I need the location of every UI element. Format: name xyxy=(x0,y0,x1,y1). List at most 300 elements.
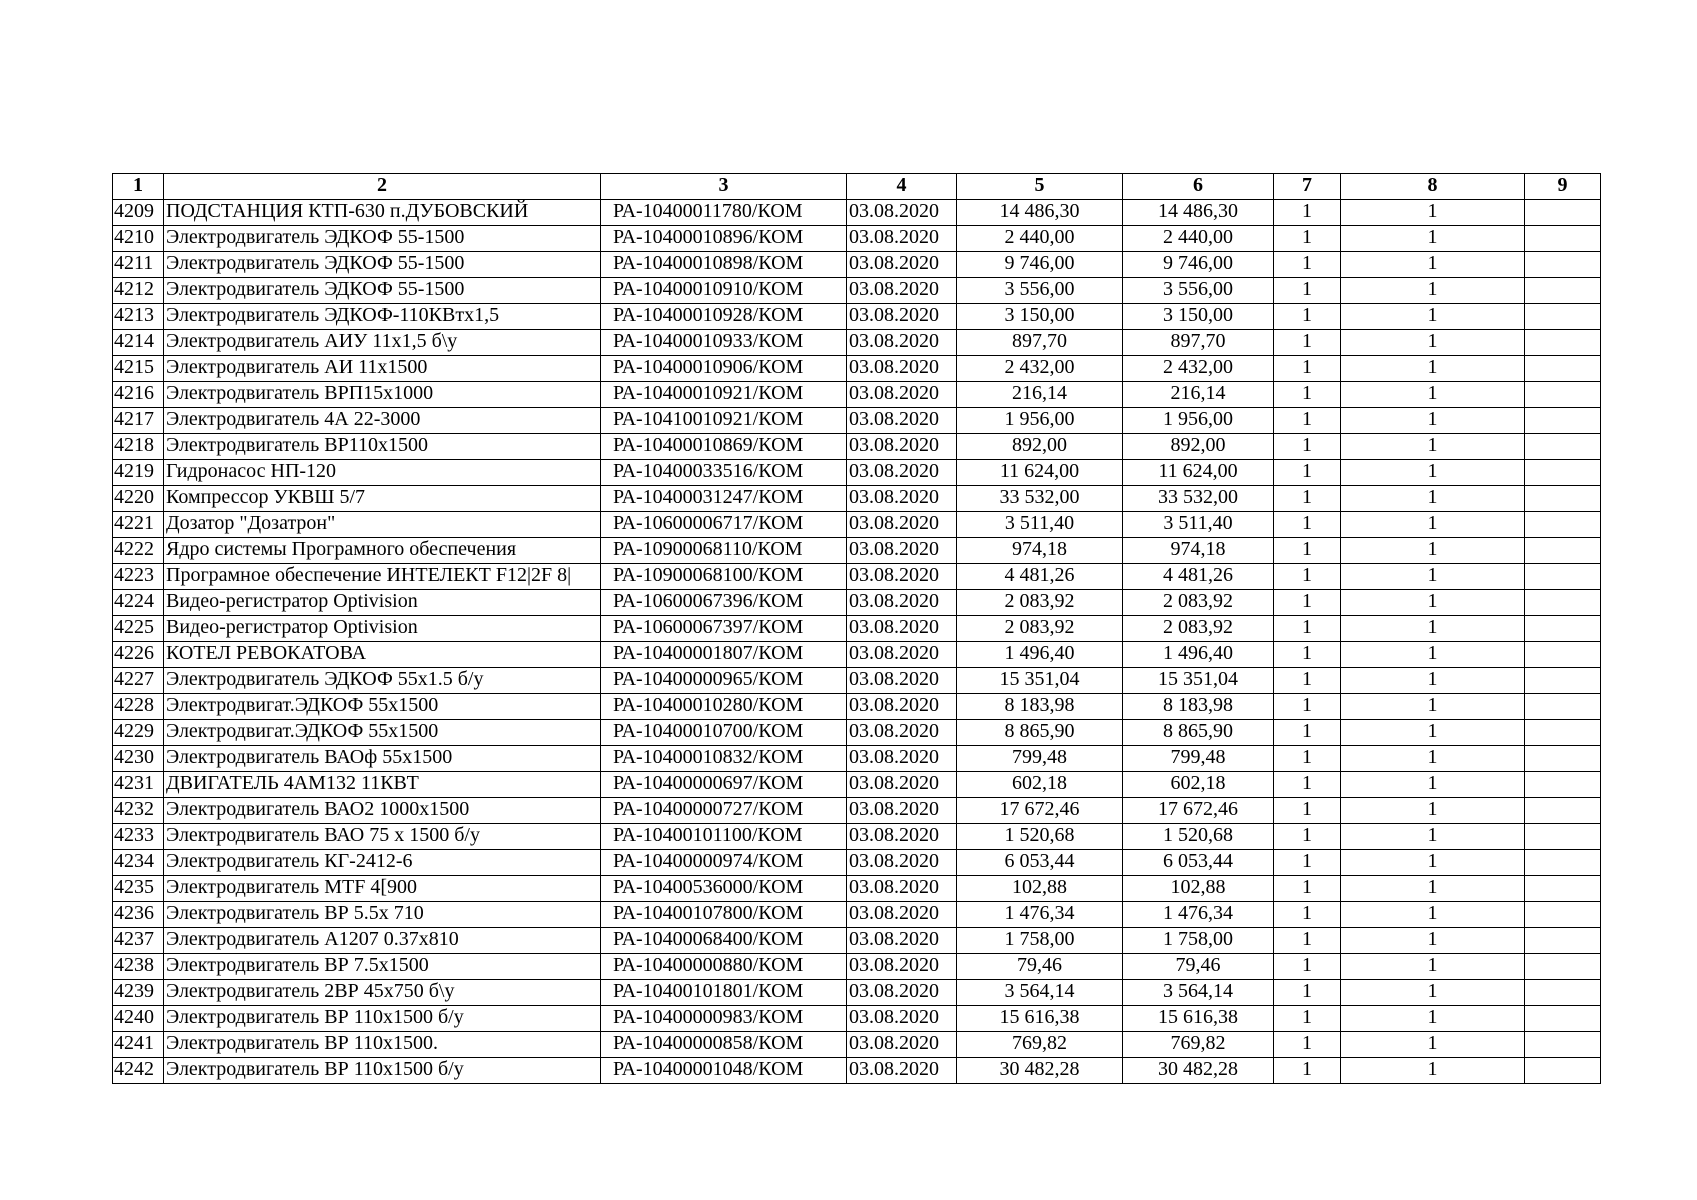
date-cell: 03.08.2020 xyxy=(847,200,957,226)
table-row xyxy=(113,200,1601,226)
inventory-code-cell: РА-10400000965/КОМ xyxy=(601,668,847,694)
table-row xyxy=(113,460,1601,486)
date-cell: 03.08.2020 xyxy=(847,954,957,980)
note-cell xyxy=(1525,772,1601,798)
header-row xyxy=(113,174,1601,200)
row-number-cell: 4236 xyxy=(113,902,164,928)
quantity-cell: 1 xyxy=(1274,408,1341,434)
quantity-cell: 1 xyxy=(1274,798,1341,824)
amount-cell: 2 440,00 xyxy=(957,226,1123,252)
note-cell xyxy=(1525,798,1601,824)
quantity-cell: 1 xyxy=(1274,668,1341,694)
date-cell: 03.08.2020 xyxy=(847,538,957,564)
date-cell: 03.08.2020 xyxy=(847,356,957,382)
count-cell: 1 xyxy=(1341,902,1525,928)
inventory-code-cell: РА-10400010869/КОМ xyxy=(601,434,847,460)
date-cell: 03.08.2020 xyxy=(847,512,957,538)
note-cell xyxy=(1525,434,1601,460)
table-row xyxy=(113,668,1601,694)
table-row xyxy=(113,798,1601,824)
table-row xyxy=(113,1032,1601,1058)
row-number-cell: 4218 xyxy=(113,434,164,460)
book-value-cell: 1 496,40 xyxy=(1123,642,1274,668)
item-name-cell: Ядро системы Програмного обеспечения xyxy=(164,538,601,564)
note-cell xyxy=(1525,590,1601,616)
inventory-code-cell: РА-10600067397/КОМ xyxy=(601,616,847,642)
item-name-cell: Электродвигатель ВАО2 1000х1500 xyxy=(164,798,601,824)
book-value-cell: 9 746,00 xyxy=(1123,252,1274,278)
row-number-cell: 4219 xyxy=(113,460,164,486)
amount-cell: 102,88 xyxy=(957,876,1123,902)
inventory-code-cell: РА-10400001048/КОМ xyxy=(601,1058,847,1084)
book-value-cell: 892,00 xyxy=(1123,434,1274,460)
item-name-cell: Электродвигатель А1207 0.37х810 xyxy=(164,928,601,954)
inventory-code-cell: РА-10400010933/КОМ xyxy=(601,330,847,356)
table-row xyxy=(113,278,1601,304)
amount-cell: 3 150,00 xyxy=(957,304,1123,330)
inventory-code-cell: РА-10400010906/КОМ xyxy=(601,356,847,382)
table-row xyxy=(113,902,1601,928)
date-cell: 03.08.2020 xyxy=(847,824,957,850)
quantity-cell: 1 xyxy=(1274,278,1341,304)
item-name-cell: Электродвигатель ВР 5.5х 710 xyxy=(164,902,601,928)
row-number-cell: 4240 xyxy=(113,1006,164,1032)
count-cell: 1 xyxy=(1341,226,1525,252)
inventory-code-cell: РА-10400010700/КОМ xyxy=(601,720,847,746)
quantity-cell: 1 xyxy=(1274,226,1341,252)
table-row xyxy=(113,980,1601,1006)
table-row xyxy=(113,434,1601,460)
row-number-cell: 4210 xyxy=(113,226,164,252)
row-number-cell: 4226 xyxy=(113,642,164,668)
book-value-cell: 8 865,90 xyxy=(1123,720,1274,746)
quantity-cell: 1 xyxy=(1274,252,1341,278)
count-cell: 1 xyxy=(1341,876,1525,902)
note-cell xyxy=(1525,720,1601,746)
date-cell: 03.08.2020 xyxy=(847,772,957,798)
table-row xyxy=(113,928,1601,954)
item-name-cell: Электродвигатель АИУ 11х1,5 б\у xyxy=(164,330,601,356)
inventory-code-cell: РА-10900068110/КОМ xyxy=(601,538,847,564)
row-number-cell: 4235 xyxy=(113,876,164,902)
inventory-code-cell: РА-10400000983/КОМ xyxy=(601,1006,847,1032)
book-value-cell: 30 482,28 xyxy=(1123,1058,1274,1084)
quantity-cell: 1 xyxy=(1274,590,1341,616)
table-row xyxy=(113,590,1601,616)
count-cell: 1 xyxy=(1341,356,1525,382)
book-value-cell: 102,88 xyxy=(1123,876,1274,902)
book-value-cell: 3 150,00 xyxy=(1123,304,1274,330)
count-cell: 1 xyxy=(1341,486,1525,512)
date-cell: 03.08.2020 xyxy=(847,304,957,330)
item-name-cell: Электродвигат.ЭДКОФ 55х1500 xyxy=(164,720,601,746)
table-row xyxy=(113,512,1601,538)
count-cell: 1 xyxy=(1341,538,1525,564)
column-header-2: 2 xyxy=(164,174,601,200)
amount-cell: 3 511,40 xyxy=(957,512,1123,538)
table-row xyxy=(113,330,1601,356)
note-cell xyxy=(1525,954,1601,980)
book-value-cell: 4 481,26 xyxy=(1123,564,1274,590)
table-row xyxy=(113,356,1601,382)
amount-cell: 6 053,44 xyxy=(957,850,1123,876)
row-number-cell: 4242 xyxy=(113,1058,164,1084)
item-name-cell: Электродвигатель 4А 22-3000 xyxy=(164,408,601,434)
row-number-cell: 4209 xyxy=(113,200,164,226)
count-cell: 1 xyxy=(1341,200,1525,226)
quantity-cell: 1 xyxy=(1274,1032,1341,1058)
inventory-code-cell: РА-10400101801/КОМ xyxy=(601,980,847,1006)
note-cell xyxy=(1525,356,1601,382)
item-name-cell: Электродвигат.ЭДКОФ 55х1500 xyxy=(164,694,601,720)
note-cell xyxy=(1525,460,1601,486)
row-number-cell: 4223 xyxy=(113,564,164,590)
table-row xyxy=(113,564,1601,590)
item-name-cell: Электродвигатель ЭДКОФ 55х1.5 б/у xyxy=(164,668,601,694)
count-cell: 1 xyxy=(1341,668,1525,694)
book-value-cell: 3 556,00 xyxy=(1123,278,1274,304)
table-row xyxy=(113,876,1601,902)
note-cell xyxy=(1525,382,1601,408)
note-cell xyxy=(1525,642,1601,668)
note-cell xyxy=(1525,1006,1601,1032)
amount-cell: 33 532,00 xyxy=(957,486,1123,512)
table-row xyxy=(113,720,1601,746)
row-number-cell: 4211 xyxy=(113,252,164,278)
row-number-cell: 4212 xyxy=(113,278,164,304)
quantity-cell: 1 xyxy=(1274,824,1341,850)
quantity-cell: 1 xyxy=(1274,928,1341,954)
item-name-cell: Электродвигатель ЭДКОФ 55-1500 xyxy=(164,278,601,304)
note-cell xyxy=(1525,980,1601,1006)
date-cell: 03.08.2020 xyxy=(847,798,957,824)
quantity-cell: 1 xyxy=(1274,486,1341,512)
count-cell: 1 xyxy=(1341,746,1525,772)
count-cell: 1 xyxy=(1341,460,1525,486)
amount-cell: 602,18 xyxy=(957,772,1123,798)
row-number-cell: 4220 xyxy=(113,486,164,512)
quantity-cell: 1 xyxy=(1274,616,1341,642)
note-cell xyxy=(1525,278,1601,304)
row-number-cell: 4230 xyxy=(113,746,164,772)
item-name-cell: Электродвигатель MTF 4[900 xyxy=(164,876,601,902)
row-number-cell: 4225 xyxy=(113,616,164,642)
inventory-code-cell: РА-10400033516/КОМ xyxy=(601,460,847,486)
date-cell: 03.08.2020 xyxy=(847,564,957,590)
amount-cell: 79,46 xyxy=(957,954,1123,980)
amount-cell: 769,82 xyxy=(957,1032,1123,1058)
note-cell xyxy=(1525,876,1601,902)
column-header-7: 7 xyxy=(1274,174,1341,200)
count-cell: 1 xyxy=(1341,434,1525,460)
inventory-code-cell: РА-10600006717/КОМ xyxy=(601,512,847,538)
quantity-cell: 1 xyxy=(1274,460,1341,486)
count-cell: 1 xyxy=(1341,954,1525,980)
quantity-cell: 1 xyxy=(1274,356,1341,382)
amount-cell: 799,48 xyxy=(957,746,1123,772)
count-cell: 1 xyxy=(1341,1006,1525,1032)
inventory-code-cell: РА-10400011780/КОМ xyxy=(601,200,847,226)
item-name-cell: Электродвигатель ВРП15х1000 xyxy=(164,382,601,408)
amount-cell: 1 956,00 xyxy=(957,408,1123,434)
quantity-cell: 1 xyxy=(1274,954,1341,980)
inventory-code-cell: РА-10400010832/КОМ xyxy=(601,746,847,772)
date-cell: 03.08.2020 xyxy=(847,460,957,486)
note-cell xyxy=(1525,538,1601,564)
quantity-cell: 1 xyxy=(1274,902,1341,928)
date-cell: 03.08.2020 xyxy=(847,642,957,668)
date-cell: 03.08.2020 xyxy=(847,408,957,434)
item-name-cell: Электродвигатель ВР 7.5х1500 xyxy=(164,954,601,980)
inventory-code-cell: РА-10400000880/КОМ xyxy=(601,954,847,980)
row-number-cell: 4217 xyxy=(113,408,164,434)
row-number-cell: 4215 xyxy=(113,356,164,382)
quantity-cell: 1 xyxy=(1274,746,1341,772)
row-number-cell: 4231 xyxy=(113,772,164,798)
book-value-cell: 17 672,46 xyxy=(1123,798,1274,824)
quantity-cell: 1 xyxy=(1274,538,1341,564)
book-value-cell: 799,48 xyxy=(1123,746,1274,772)
note-cell xyxy=(1525,1032,1601,1058)
amount-cell: 1 520,68 xyxy=(957,824,1123,850)
count-cell: 1 xyxy=(1341,772,1525,798)
column-header-5: 5 xyxy=(957,174,1123,200)
column-header-1: 1 xyxy=(113,174,164,200)
book-value-cell: 33 532,00 xyxy=(1123,486,1274,512)
count-cell: 1 xyxy=(1341,564,1525,590)
inventory-code-cell: РА-10400000727/КОМ xyxy=(601,798,847,824)
inventory-code-cell: РА-10400010896/КОМ xyxy=(601,226,847,252)
amount-cell: 15 616,38 xyxy=(957,1006,1123,1032)
book-value-cell: 216,14 xyxy=(1123,382,1274,408)
date-cell: 03.08.2020 xyxy=(847,382,957,408)
item-name-cell: Электродвигатель ВАОф 55х1500 xyxy=(164,746,601,772)
date-cell: 03.08.2020 xyxy=(847,616,957,642)
amount-cell: 1 758,00 xyxy=(957,928,1123,954)
row-number-cell: 4227 xyxy=(113,668,164,694)
amount-cell: 3 556,00 xyxy=(957,278,1123,304)
amount-cell: 3 564,14 xyxy=(957,980,1123,1006)
table-row xyxy=(113,746,1601,772)
inventory-code-cell: РА-10900068100/КОМ xyxy=(601,564,847,590)
table-row xyxy=(113,226,1601,252)
amount-cell: 2 432,00 xyxy=(957,356,1123,382)
amount-cell: 17 672,46 xyxy=(957,798,1123,824)
date-cell: 03.08.2020 xyxy=(847,1006,957,1032)
note-cell xyxy=(1525,226,1601,252)
date-cell: 03.08.2020 xyxy=(847,330,957,356)
quantity-cell: 1 xyxy=(1274,512,1341,538)
table-row xyxy=(113,772,1601,798)
note-cell xyxy=(1525,1058,1601,1084)
book-value-cell: 769,82 xyxy=(1123,1032,1274,1058)
item-name-cell: Дозатор "Дозатрон" xyxy=(164,512,601,538)
item-name-cell: Электродвигатель ВАО 75 х 1500 б/у xyxy=(164,824,601,850)
item-name-cell: Электродвигатель ВР110х1500 xyxy=(164,434,601,460)
note-cell xyxy=(1525,304,1601,330)
date-cell: 03.08.2020 xyxy=(847,876,957,902)
column-header-6: 6 xyxy=(1123,174,1274,200)
book-value-cell: 1 758,00 xyxy=(1123,928,1274,954)
date-cell: 03.08.2020 xyxy=(847,486,957,512)
count-cell: 1 xyxy=(1341,642,1525,668)
table-row xyxy=(113,642,1601,668)
book-value-cell: 79,46 xyxy=(1123,954,1274,980)
row-number-cell: 4233 xyxy=(113,824,164,850)
row-number-cell: 4213 xyxy=(113,304,164,330)
row-number-cell: 4216 xyxy=(113,382,164,408)
note-cell xyxy=(1525,252,1601,278)
note-cell xyxy=(1525,694,1601,720)
table-row xyxy=(113,304,1601,330)
quantity-cell: 1 xyxy=(1274,564,1341,590)
amount-cell: 2 083,92 xyxy=(957,590,1123,616)
item-name-cell: Програмное обеспечение ИНТЕЛЕКТ F12|2F 8| xyxy=(164,564,601,590)
book-value-cell: 1 520,68 xyxy=(1123,824,1274,850)
quantity-cell: 1 xyxy=(1274,1058,1341,1084)
book-value-cell: 6 053,44 xyxy=(1123,850,1274,876)
table-row xyxy=(113,694,1601,720)
inventory-code-cell: РА-10400000974/КОМ xyxy=(601,850,847,876)
count-cell: 1 xyxy=(1341,798,1525,824)
amount-cell: 897,70 xyxy=(957,330,1123,356)
book-value-cell: 11 624,00 xyxy=(1123,460,1274,486)
book-value-cell: 2 083,92 xyxy=(1123,590,1274,616)
count-cell: 1 xyxy=(1341,408,1525,434)
date-cell: 03.08.2020 xyxy=(847,434,957,460)
table-row xyxy=(113,408,1601,434)
row-number-cell: 4228 xyxy=(113,694,164,720)
date-cell: 03.08.2020 xyxy=(847,226,957,252)
table-row xyxy=(113,538,1601,564)
count-cell: 1 xyxy=(1341,1032,1525,1058)
item-name-cell: Гидронасос НП-120 xyxy=(164,460,601,486)
quantity-cell: 1 xyxy=(1274,330,1341,356)
book-value-cell: 15 616,38 xyxy=(1123,1006,1274,1032)
book-value-cell: 602,18 xyxy=(1123,772,1274,798)
table-row xyxy=(113,850,1601,876)
row-number-cell: 4234 xyxy=(113,850,164,876)
count-cell: 1 xyxy=(1341,824,1525,850)
item-name-cell: Электродвигатель ЭДКОФ 55-1500 xyxy=(164,226,601,252)
table-row xyxy=(113,824,1601,850)
table-row xyxy=(113,252,1601,278)
quantity-cell: 1 xyxy=(1274,772,1341,798)
table-row xyxy=(113,1006,1601,1032)
row-number-cell: 4224 xyxy=(113,590,164,616)
item-name-cell: ПОДСТАНЦИЯ КТП-630 п.ДУБОВСКИЙ xyxy=(164,200,601,226)
date-cell: 03.08.2020 xyxy=(847,1032,957,1058)
count-cell: 1 xyxy=(1341,590,1525,616)
amount-cell: 1 496,40 xyxy=(957,642,1123,668)
date-cell: 03.08.2020 xyxy=(847,590,957,616)
row-number-cell: 4229 xyxy=(113,720,164,746)
inventory-table xyxy=(112,173,1601,1084)
inventory-code-cell: РА-10410010921/КОМ xyxy=(601,408,847,434)
date-cell: 03.08.2020 xyxy=(847,902,957,928)
quantity-cell: 1 xyxy=(1274,850,1341,876)
row-number-cell: 4222 xyxy=(113,538,164,564)
inventory-code-cell: РА-10400010280/КОМ xyxy=(601,694,847,720)
count-cell: 1 xyxy=(1341,980,1525,1006)
column-header-3: 3 xyxy=(601,174,847,200)
quantity-cell: 1 xyxy=(1274,980,1341,1006)
item-name-cell: Электродвигатель ВР 110х1500 б/у xyxy=(164,1006,601,1032)
amount-cell: 4 481,26 xyxy=(957,564,1123,590)
note-cell xyxy=(1525,330,1601,356)
date-cell: 03.08.2020 xyxy=(847,278,957,304)
amount-cell: 892,00 xyxy=(957,434,1123,460)
book-value-cell: 1 476,34 xyxy=(1123,902,1274,928)
date-cell: 03.08.2020 xyxy=(847,850,957,876)
row-number-cell: 4237 xyxy=(113,928,164,954)
quantity-cell: 1 xyxy=(1274,382,1341,408)
inventory-code-cell: РА-10400101100/КОМ xyxy=(601,824,847,850)
book-value-cell: 14 486,30 xyxy=(1123,200,1274,226)
inventory-code-cell: РА-10400536000/КОМ xyxy=(601,876,847,902)
count-cell: 1 xyxy=(1341,278,1525,304)
item-name-cell: Видео-регистратор Optivision xyxy=(164,616,601,642)
book-value-cell: 897,70 xyxy=(1123,330,1274,356)
inventory-code-cell: РА-10400010898/КОМ xyxy=(601,252,847,278)
amount-cell: 974,18 xyxy=(957,538,1123,564)
book-value-cell: 3 564,14 xyxy=(1123,980,1274,1006)
book-value-cell: 2 440,00 xyxy=(1123,226,1274,252)
item-name-cell: КОТЕЛ РЕВОКАТОВА xyxy=(164,642,601,668)
inventory-code-cell: РА-10600067396/КОМ xyxy=(601,590,847,616)
date-cell: 03.08.2020 xyxy=(847,980,957,1006)
date-cell: 03.08.2020 xyxy=(847,746,957,772)
note-cell xyxy=(1525,408,1601,434)
date-cell: 03.08.2020 xyxy=(847,928,957,954)
row-number-cell: 4241 xyxy=(113,1032,164,1058)
amount-cell: 14 486,30 xyxy=(957,200,1123,226)
date-cell: 03.08.2020 xyxy=(847,694,957,720)
quantity-cell: 1 xyxy=(1274,694,1341,720)
inventory-code-cell: РА-10400001807/КОМ xyxy=(601,642,847,668)
table-row xyxy=(113,1058,1601,1084)
quantity-cell: 1 xyxy=(1274,304,1341,330)
inventory-code-cell: РА-10400010928/КОМ xyxy=(601,304,847,330)
note-cell xyxy=(1525,564,1601,590)
row-number-cell: 4239 xyxy=(113,980,164,1006)
table-row xyxy=(113,382,1601,408)
count-cell: 1 xyxy=(1341,512,1525,538)
amount-cell: 8 865,90 xyxy=(957,720,1123,746)
inventory-code-cell: РА-10400010910/КОМ xyxy=(601,278,847,304)
item-name-cell: ДВИГАТЕЛЬ 4АМ132 11КВТ xyxy=(164,772,601,798)
book-value-cell: 2 432,00 xyxy=(1123,356,1274,382)
date-cell: 03.08.2020 xyxy=(847,252,957,278)
amount-cell: 30 482,28 xyxy=(957,1058,1123,1084)
note-cell xyxy=(1525,200,1601,226)
inventory-code-cell: РА-10400107800/КОМ xyxy=(601,902,847,928)
item-name-cell: Электродвигатель ЭДКОФ-110КВтх1,5 xyxy=(164,304,601,330)
quantity-cell: 1 xyxy=(1274,1006,1341,1032)
quantity-cell: 1 xyxy=(1274,720,1341,746)
item-name-cell: Компрессор УКВШ 5/7 xyxy=(164,486,601,512)
row-number-cell: 4214 xyxy=(113,330,164,356)
inventory-code-cell: РА-10400000858/КОМ xyxy=(601,1032,847,1058)
row-number-cell: 4238 xyxy=(113,954,164,980)
date-cell: 03.08.2020 xyxy=(847,720,957,746)
note-cell xyxy=(1525,512,1601,538)
item-name-cell: Электродвигатель ЭДКОФ 55-1500 xyxy=(164,252,601,278)
note-cell xyxy=(1525,902,1601,928)
note-cell xyxy=(1525,616,1601,642)
count-cell: 1 xyxy=(1341,382,1525,408)
count-cell: 1 xyxy=(1341,720,1525,746)
